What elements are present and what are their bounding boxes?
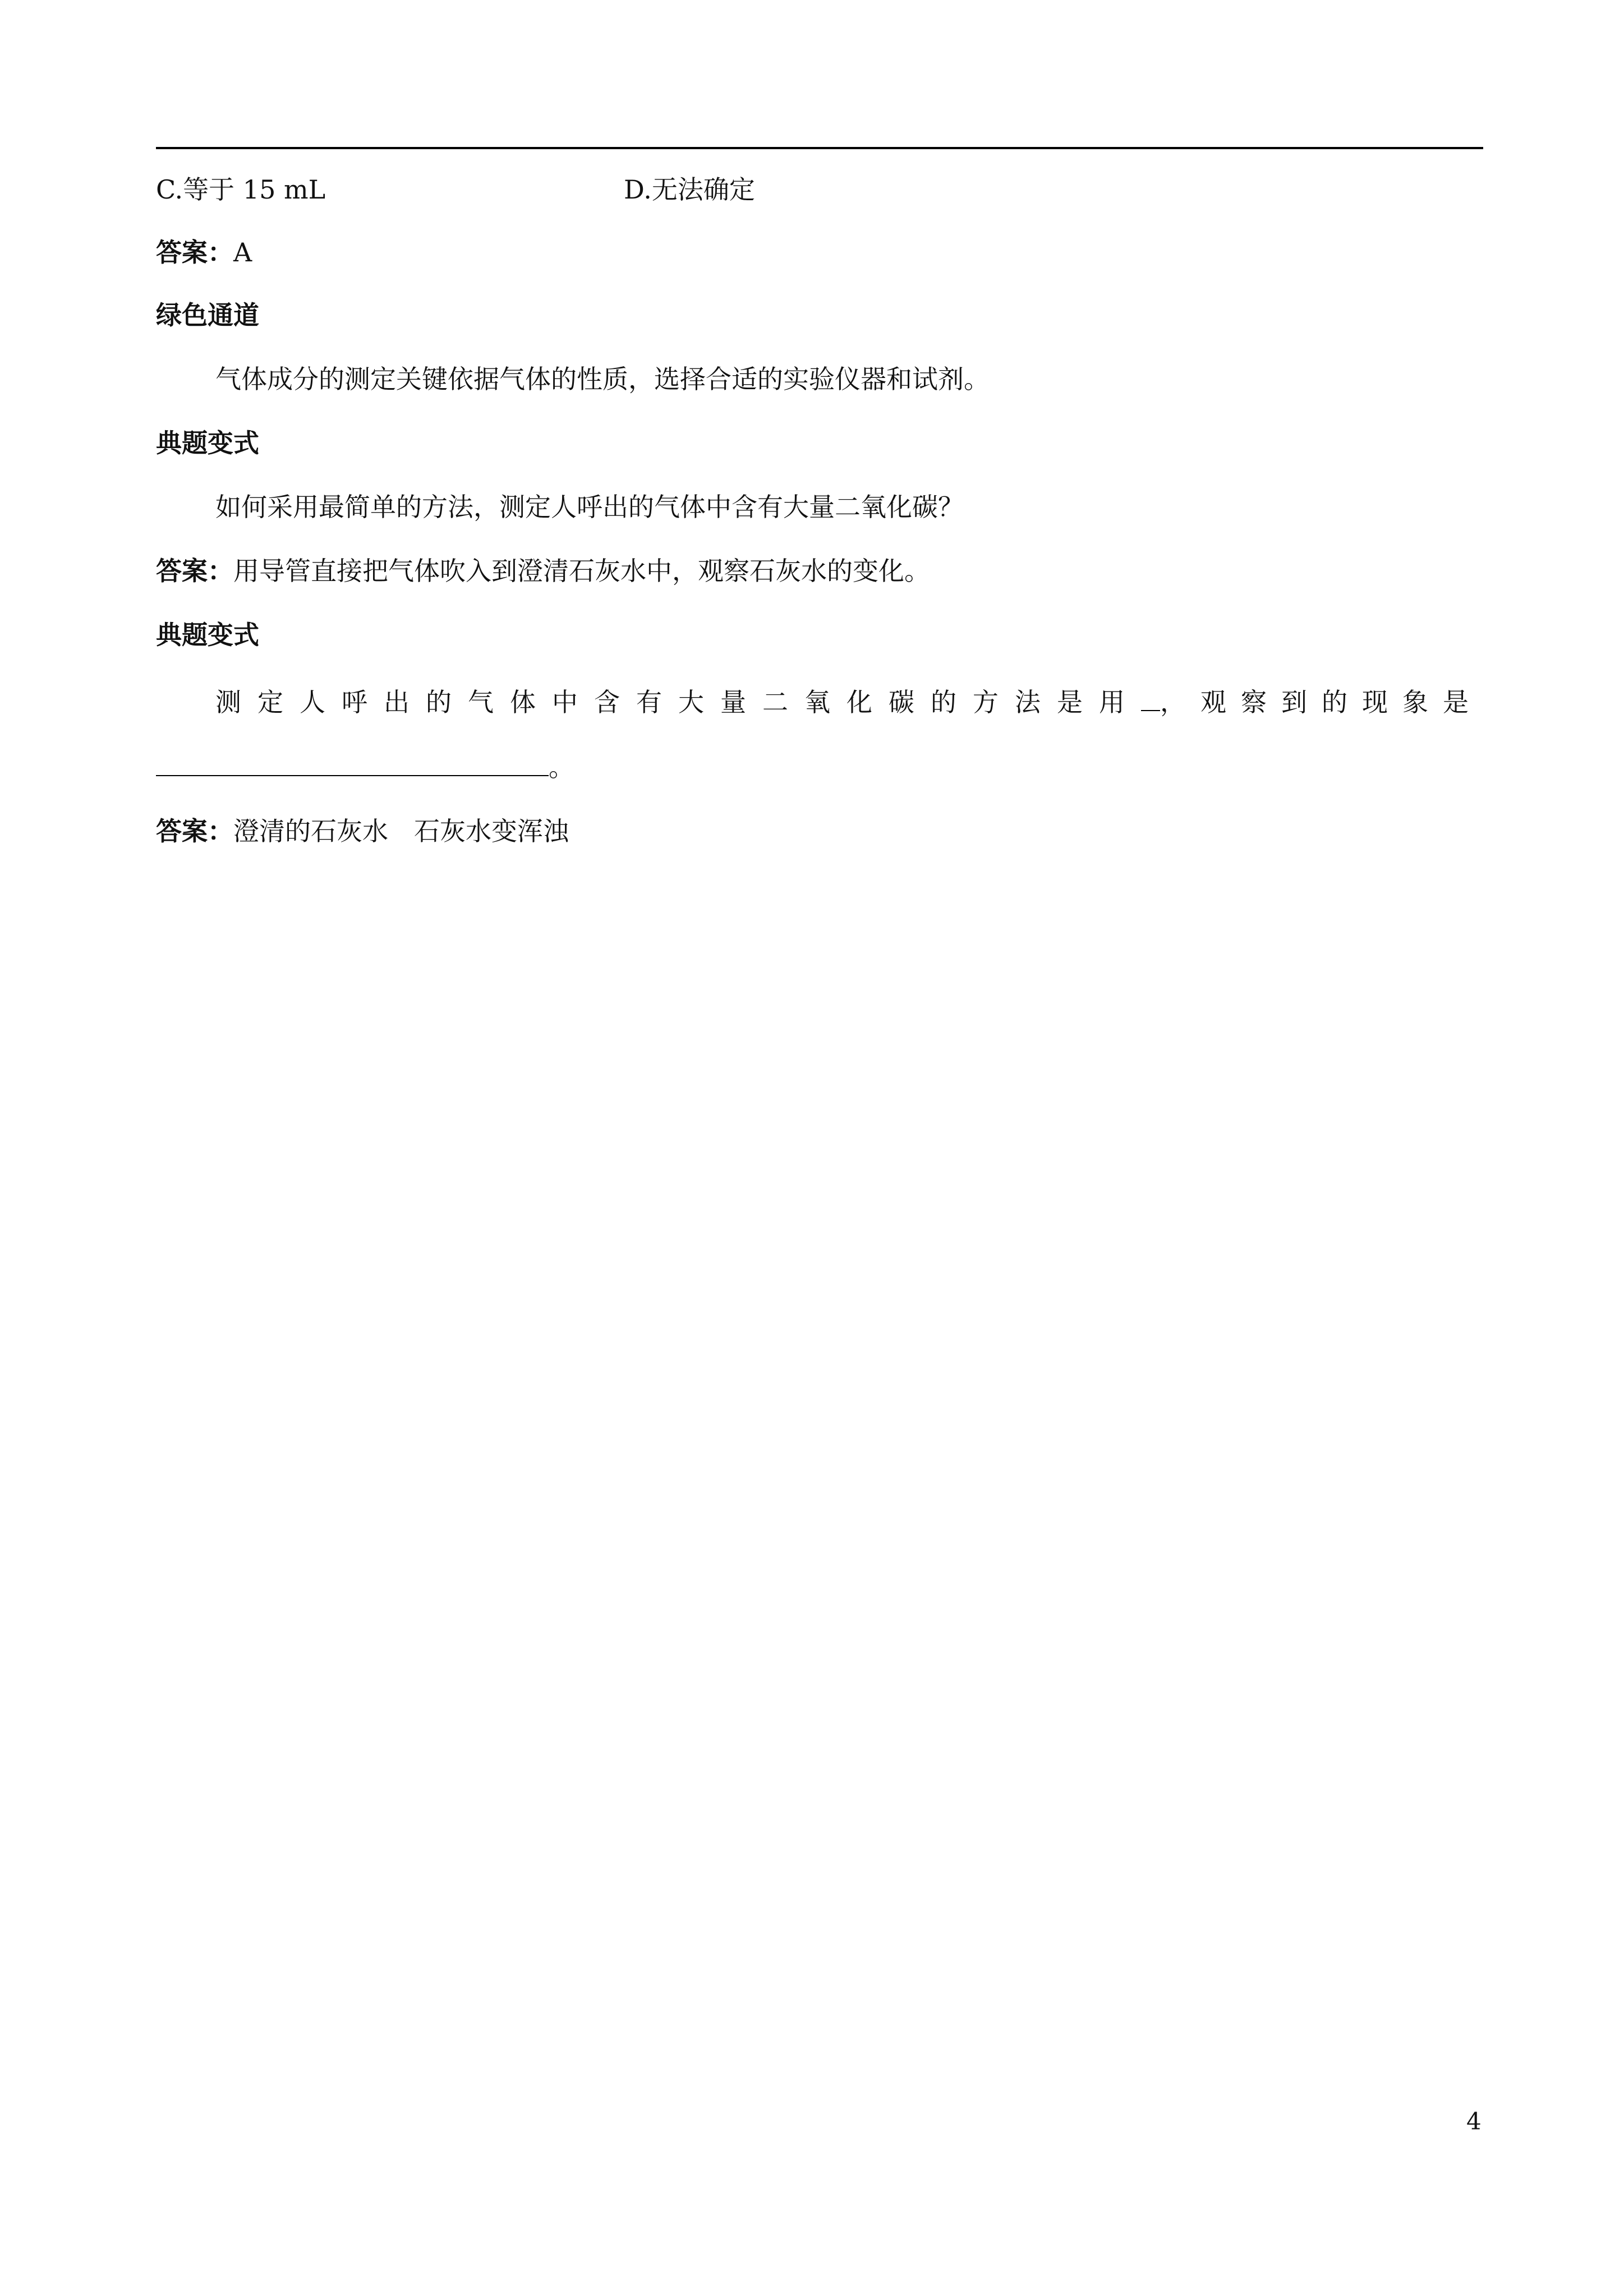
section-title-green-channel: 绿色通道 — [156, 300, 259, 330]
option-d: D.无法确定 — [624, 174, 755, 205]
option-c: C.等于 15 mL — [156, 174, 326, 205]
answer-value: 用导管直接把气体吹入到澄清石灰水中，观察石灰水的变化。 — [233, 556, 930, 586]
answer-label: 答案： — [156, 237, 233, 268]
section-title-variant-2: 典题变式 — [156, 620, 259, 650]
variant-2-question-line-1 — [215, 685, 1483, 719]
answer-label: 答案： — [156, 816, 233, 846]
answer-blank-1 — [1141, 685, 1160, 711]
green-channel-text: 气体成分的测定关键依据气体的性质，选择合适的实验仪器和试剂。 — [215, 364, 990, 394]
question-part-2: ，观察到的现象是 — [1160, 687, 1483, 717]
variant-1-answer — [156, 554, 930, 588]
answer-1 — [156, 236, 252, 269]
page-number: 4 — [1466, 2108, 1482, 2135]
question-part-1: 测定人呼出的气体中含有大量二氧化碳的方法是用 — [215, 687, 1141, 717]
variant-2-answer — [156, 814, 569, 848]
variant-1-question: 如何采用最简单的方法，测定人呼出的气体中含有大量二氧化碳？ — [215, 492, 964, 522]
question-end: 。 — [549, 752, 574, 782]
variant-2-question-line-2 — [156, 750, 574, 784]
answer-value: A — [233, 237, 252, 268]
answer-label: 答案： — [156, 556, 233, 586]
header-rule — [156, 147, 1483, 149]
section-title-variant-1: 典题变式 — [156, 428, 259, 458]
answer-value: 澄清的石灰水 石灰水变浑浊 — [233, 816, 569, 846]
answer-blank-2 — [156, 750, 549, 776]
